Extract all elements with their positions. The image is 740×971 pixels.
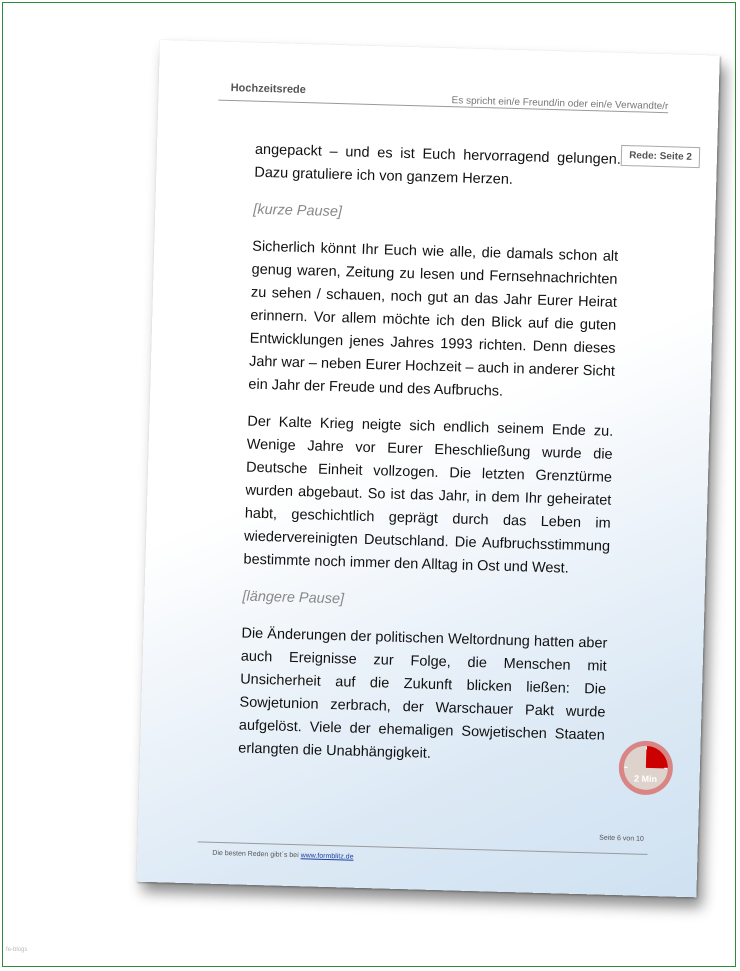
footer-note	[212, 850, 353, 861]
page-number: Seite 6 von 10	[599, 834, 644, 843]
timer-icon	[617, 739, 675, 797]
header-title: Hochzeitsrede	[230, 81, 307, 97]
speech-body	[238, 139, 622, 785]
paragraph: angepackt – und es ist Euch hervorragend gelungen. Dazu gratuliere ich von ganzem Herzen.	[254, 141, 622, 188]
document-page	[136, 40, 719, 897]
pause-note: [längere Pause]	[242, 588, 345, 608]
timer-label: 2 Min	[633, 773, 658, 785]
footer-text: Die besten Reden gibt´s bei	[212, 849, 299, 860]
header-subtitle: Es spricht ein/e Freund/in oder ein/e Verwandte/r	[451, 95, 669, 113]
page-badge: Rede: Seite 2	[621, 145, 700, 168]
pause-note: [kurze Pause]	[253, 201, 343, 221]
corner-watermark: fe-blogs	[6, 947, 28, 953]
paragraph: Sicherlich könnt Ihr Euch wie alle, die damals schon alt genug waren, Zeitung zu lesen und Fernsehnachrichten zu sehen / schauen, noch gut an das Jahr Eurer Heirat erinnern. Vor allem möchte ich den Blick auf die guten Entwicklungen jenes Jahres 1993 richten. Denn dieses Jahr war – neben Eurer Hochzeit – auch in anderer Sicht ein Jahr der Freude und des Aufbruchs.	[248, 238, 619, 400]
footer-link[interactable]: www.formblitz.de	[300, 852, 354, 861]
paragraph: Die Änderungen der politischen Weltordnung hatten aber auch Ereignisse zur Folge, die Menschen mit Unsicherheit auf die Zukunft blicken ließen: Die Sowjetunion zerbrach, der Warschauer Pakt wurde aufgelöst. Viele der ehemaligen Sowjetischen Staaten erlangten die Unabhängigkeit.	[238, 625, 608, 762]
paragraph: Der Kalte Krieg neigte sich endlich seinem Ende zu. Wenige Jahre vor Eurer Eheschließung wurde die Deutsche Einheit vollzogen. Die letzten Grenztürme wurden abgebaut. So ist das Jahr, in dem Ihr geheiratet habt, geschichtlich geprägt durch das Leben im wiedervereinigten Deutschland. Die Aufbruchsstimmung bestimmte noch immer den Alltag in Ost und West.	[243, 413, 614, 577]
